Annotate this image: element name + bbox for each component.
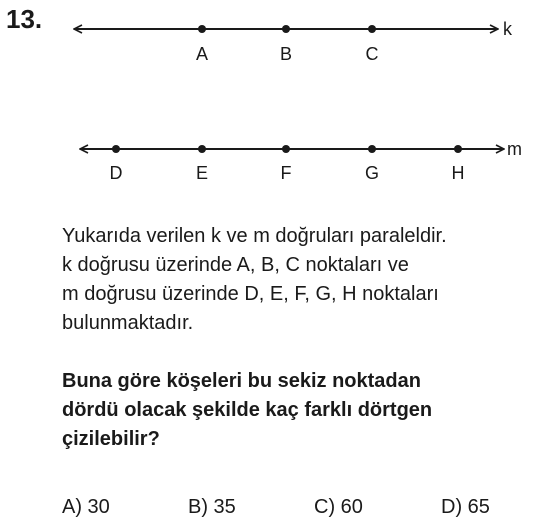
point-e-dot xyxy=(198,145,206,153)
statement-line: k doğrusu üzerinde A, B, C noktaları ve xyxy=(62,254,409,276)
statement-line: bulunmaktadır. xyxy=(62,312,194,334)
point-c-dot xyxy=(368,25,376,33)
option-c[interactable]: C) 60 xyxy=(314,496,363,518)
option-b[interactable]: B) 35 xyxy=(188,496,236,518)
option-d[interactable]: D) 65 xyxy=(441,496,490,518)
point-f-label: F xyxy=(280,163,292,183)
point-g-dot xyxy=(368,145,376,153)
point-d-label: D xyxy=(109,163,123,183)
question-line: Buna göre köşeleri bu sekiz noktadan xyxy=(62,370,421,392)
question-line: çizilebilir? xyxy=(62,428,160,450)
point-g-label: G xyxy=(364,163,380,183)
point-e-label: E xyxy=(195,163,209,183)
option-a[interactable]: A) 30 xyxy=(62,496,110,518)
question-line: dördü olacak şekilde kaç farklı dörtgen xyxy=(62,399,433,421)
statement-line: m doğrusu üzerinde D, E, F, G, H noktaları xyxy=(62,283,439,305)
point-c-label: C xyxy=(365,44,379,64)
problem-statement xyxy=(62,222,532,338)
point-b-label: B xyxy=(279,44,293,64)
point-f-dot xyxy=(282,145,290,153)
statement-line: Yukarıda verilen k ve m doğruları paraleldir. xyxy=(62,225,447,247)
line-k-label: k xyxy=(503,19,512,39)
question-number: 13. xyxy=(6,4,43,34)
point-h-label: H xyxy=(451,163,465,183)
parallel-lines-figure xyxy=(0,0,540,200)
question-prompt xyxy=(62,367,532,454)
point-a-label: A xyxy=(195,44,209,64)
point-d-dot xyxy=(112,145,120,153)
point-h-dot xyxy=(454,145,462,153)
point-b-dot xyxy=(282,25,290,33)
line-m-label: m xyxy=(507,139,522,159)
point-a-dot xyxy=(198,25,206,33)
